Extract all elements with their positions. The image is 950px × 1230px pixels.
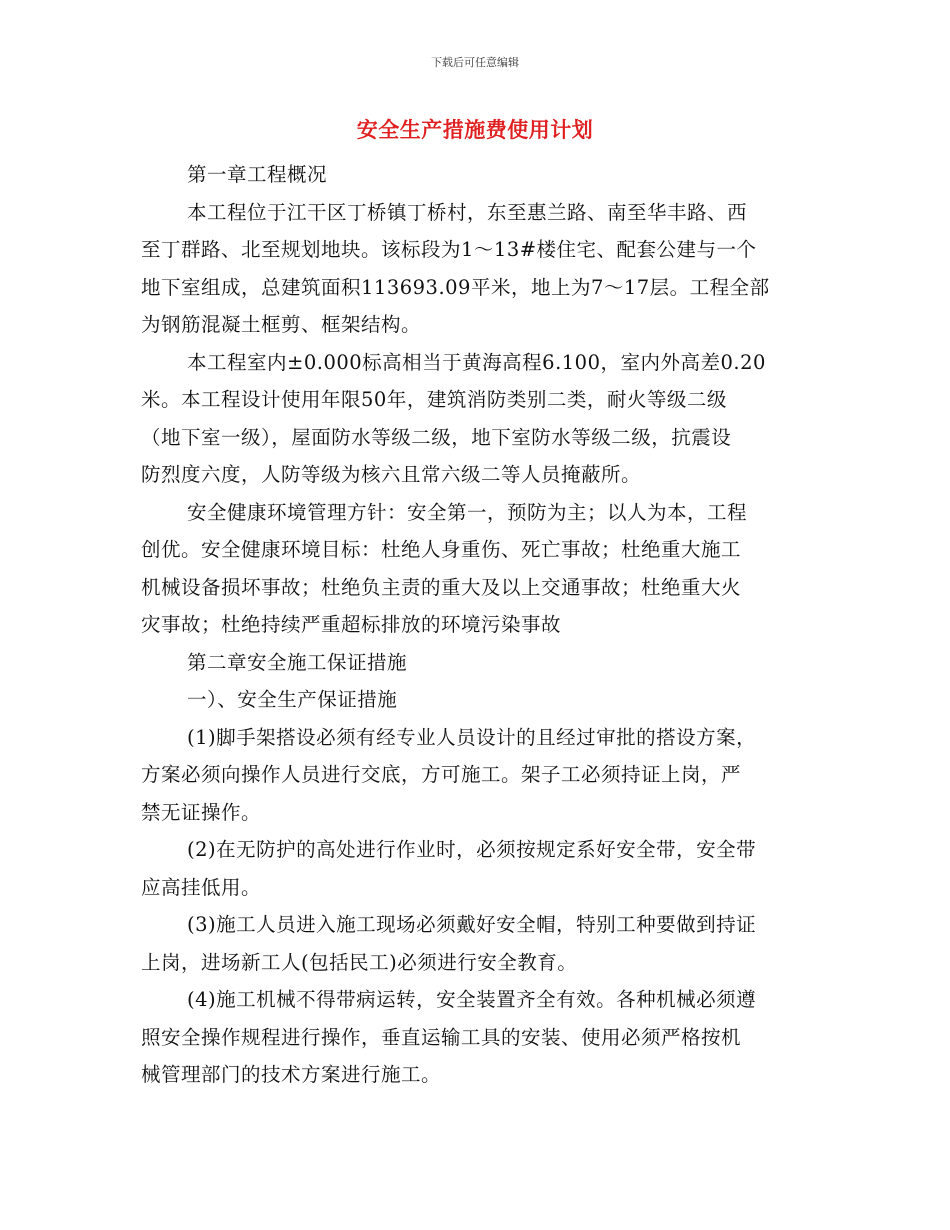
paragraph-line: 地下室组成，总建筑面积113693.09平米，地上为7～17层。工程全部: [141, 275, 770, 299]
paragraph-line: （地下室一级），屋面防水等级二级，地下室防水等级二级，抗震设: [141, 425, 732, 449]
list-item-machinery: [141, 981, 811, 1094]
paragraph-line: 禁无证操作。: [141, 800, 262, 824]
paragraph-project-location: [141, 194, 811, 344]
chapter-1-heading: 第一章工程概况: [187, 163, 328, 186]
chapter-2-heading: 第二章安全施工保证措施: [187, 650, 408, 674]
paragraph-line: 本工程位于江干区丁桥镇丁桥村，东至惠兰路、南至华丰路、西: [187, 200, 748, 224]
paragraph-line: 上岗，进场新工人(包括民工)必须进行安全教育。: [141, 950, 578, 974]
paragraph-safety-policy: [141, 494, 811, 644]
paragraph-line: 灾事故；杜绝持续严重超标排放的环境污染事故: [141, 613, 562, 636]
paragraph-line: 应高挂低用。: [141, 875, 262, 899]
page-header: 下载后可任意编辑: [431, 56, 519, 69]
paragraph-line: (3)施工人员进入施工现场必须戴好安全帽，特别工种要做到持证: [187, 913, 757, 936]
subsection-heading: 一）、安全生产保证措施: [187, 688, 398, 711]
document-body: [141, 156, 811, 1094]
paragraph-line: 照安全操作规程进行操作，垂直运输工具的安装、使用必须严格按机: [141, 1025, 742, 1049]
paragraph-line: 安全健康环境管理方针：安全第一，预防为主；以人为本，工程: [187, 500, 748, 524]
paragraph-line: 本工程室内±0.000标高相当于黄海高程6.100，室内外高差0.20: [187, 350, 766, 374]
paragraph-line: 械管理部门的技术方案进行施工。: [141, 1063, 442, 1086]
document-title: 安全生产措施费使用计划: [356, 117, 594, 142]
paragraph-elevation: [141, 344, 811, 494]
paragraph-line: 方案必须向操作人员进行交底，方可施工。架子工必须持证上岗，严: [141, 763, 742, 786]
list-item-helmet: [141, 906, 811, 981]
paragraph-line: 防烈度六度，人防等级为核六且常六级二等人员掩蔽所。: [141, 463, 642, 486]
paragraph-line: 米。本工程设计使用年限50年，建筑消防类别二类，耐火等级二级: [141, 388, 727, 411]
paragraph-line: (1)脚手架搭设必须有经专业人员设计的且经过审批的搭设方案，: [187, 725, 757, 749]
paragraph-line: 创优。安全健康环境目标：杜绝人身重伤、死亡事故；杜绝重大施工: [141, 538, 742, 561]
list-item-scaffold: [141, 719, 811, 832]
paragraph-line: (2)在无防护的高处进行作业时，必须按规定系好安全带，安全带: [187, 838, 757, 861]
paragraph-line: 机械设备损坏事故；杜绝负主责的重大及以上交通事故；杜绝重大火: [141, 575, 742, 599]
paragraph-line: 为钢筋混凝土框剪、框架结构。: [141, 313, 422, 336]
list-item-safety-belt: [141, 831, 811, 906]
paragraph-line: 至丁群路、北至规划地块。该标段为1～13#楼住宅、配套公建与一个: [141, 238, 757, 261]
paragraph-line: (4)施工机械不得带病运转，安全装置齐全有效。各种机械必须遵: [187, 988, 757, 1011]
